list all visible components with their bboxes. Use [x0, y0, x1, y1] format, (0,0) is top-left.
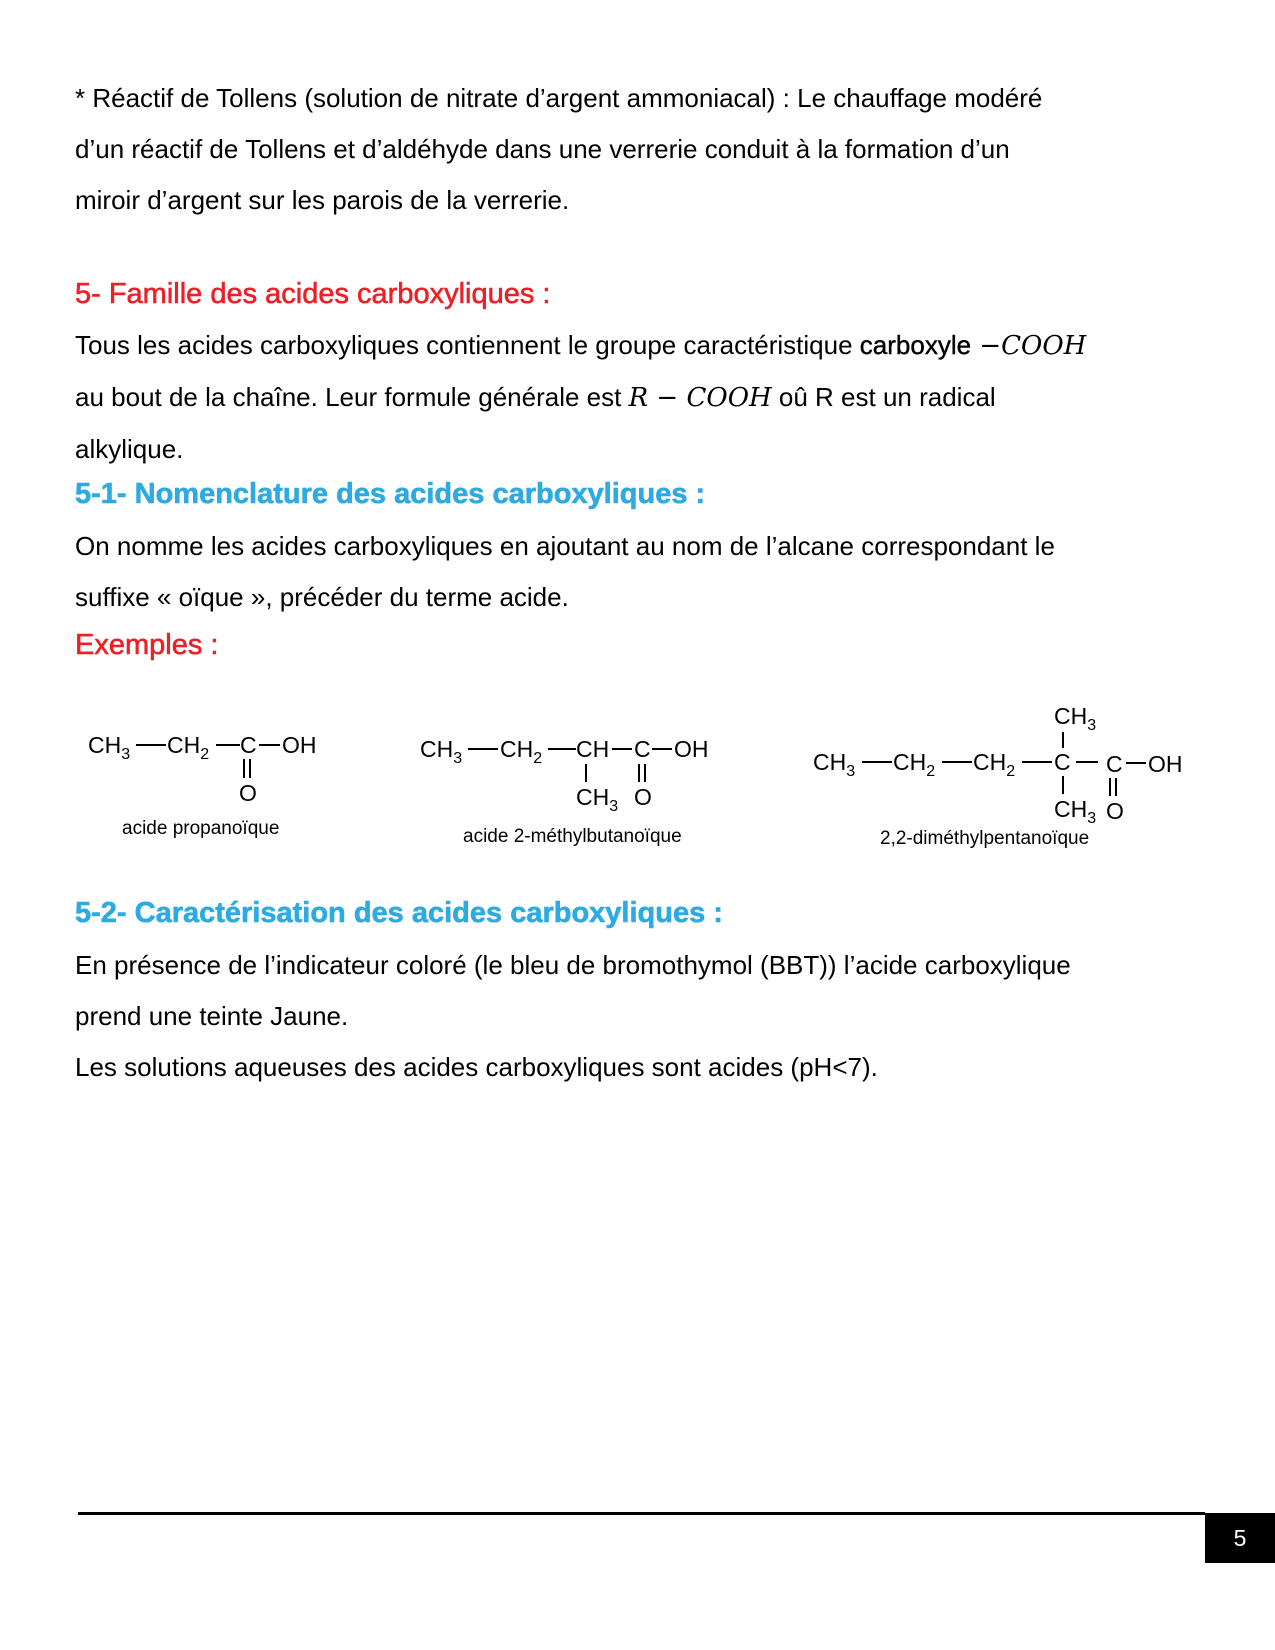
- methylbutanoic-structure: [418, 726, 738, 826]
- svg-text:OH: OH: [674, 736, 709, 762]
- svg-text:O: O: [239, 780, 257, 806]
- dimethylpentanoic-structure: [808, 700, 1208, 830]
- section-5-2-paragraph: [75, 940, 1205, 1093]
- tollens-line-2: d’un réactif de Tollens et d’aldéhyde dans une verrerie conduit à la formation d’un: [75, 134, 1010, 164]
- svg-text:O: O: [1106, 798, 1124, 824]
- tollens-paragraph: [75, 73, 1205, 226]
- section-5-paragraph: [75, 320, 1205, 475]
- svg-text:OH: OH: [282, 732, 317, 758]
- propanoic-structure: [80, 722, 340, 812]
- section-5-text-b: au bout de la chaîne. Leur formule générale est: [75, 382, 629, 412]
- svg-text:CH3: $CH_3$: [1054, 703, 1097, 734]
- footer-rule: [78, 1512, 1205, 1515]
- section-5-2-line-3: Les solutions aqueuses des acides carboxyliques sont acides (pH<7).: [75, 1052, 878, 1082]
- section-5-line-2: [75, 372, 1205, 424]
- carboxyle-term: carboxyle: [859, 330, 972, 360]
- svg-text:OH: OH: [1148, 751, 1183, 777]
- formula-dimethylpentanoic-acid: [808, 700, 1208, 835]
- svg-text:CH2: $CH_2$: [973, 749, 1016, 780]
- section-5-title: 5- Famille des acides carboxyliques :: [75, 278, 551, 310]
- svg-text:O: O: [634, 784, 652, 810]
- svg-text:CH: CH: [576, 736, 610, 762]
- svg-text:CH3: $CH_3$: [1054, 796, 1097, 827]
- section-5-2-line-2: prend une teinte Jaune.: [75, 1001, 349, 1031]
- svg-text:CH2: $CH_2$: [500, 736, 543, 767]
- page-number: 5: [1205, 1513, 1275, 1563]
- section-5-line-3: alkylique.: [75, 434, 184, 464]
- svg-text:C: C: [240, 732, 257, 758]
- tollens-line-3: miroir d’argent sur les parois de la verrerie.: [75, 185, 570, 215]
- caption-methylbutanoic: acide 2-méthylbutanoïque: [463, 826, 682, 847]
- svg-text:CH3: $CH_3$: [88, 732, 131, 763]
- section-5-text-a: Tous les acides carboxyliques contiennent le groupe caractéristique: [75, 330, 860, 360]
- caption-propanoic: acide propanoïque: [122, 818, 280, 839]
- svg-text:CH3: $CH_3$: [576, 784, 619, 815]
- svg-text:C: C: [634, 736, 651, 762]
- svg-text:CH3: $CH_3$: [420, 736, 463, 767]
- formula-2-methylbutanoic-acid: [418, 726, 738, 831]
- svg-text:CH2: $CH_2$: [167, 732, 210, 763]
- svg-text:CH2: $CH_2$: [893, 749, 936, 780]
- section-5-1-paragraph: [75, 521, 1205, 623]
- section-5-text-c: oû R est un radical: [771, 382, 996, 412]
- section-5-1-title: 5-1- Nomenclature des acides carboxyliques :: [75, 478, 706, 510]
- section-5-2-title: 5-2- Caractérisation des acides carboxyliques :: [75, 897, 723, 929]
- tollens-line-1: * Réactif de Tollens (solution de nitrate d’argent ammoniacal) : Le chauffage modéré: [75, 83, 1043, 113]
- section-5-1-line-2: suffixe « oïque », précéder du terme acide.: [75, 582, 569, 612]
- examples-title: Exemples :: [75, 629, 219, 661]
- caption-dimethylpentanoic: 2,2-diméthylpentanoïque: [880, 828, 1090, 849]
- section-5-2-line-1: En présence de l’indicateur coloré (le bleu de bromothymol (BBT)) l’acide carboxylique: [75, 950, 1071, 980]
- general-formula: R − COOH: [628, 383, 772, 413]
- section-5-1-line-1: On nomme les acides carboxyliques en ajoutant au nom de l’alcane correspondant le: [75, 531, 1055, 561]
- cooh-formula: −COOH: [971, 331, 1087, 361]
- svg-text:C: C: [1106, 751, 1123, 777]
- svg-text:C: C: [1054, 749, 1071, 775]
- formula-propanoic-acid: [80, 722, 340, 817]
- svg-text:CH3: $CH_3$: [813, 749, 856, 780]
- section-5-line-1: [75, 320, 1205, 372]
